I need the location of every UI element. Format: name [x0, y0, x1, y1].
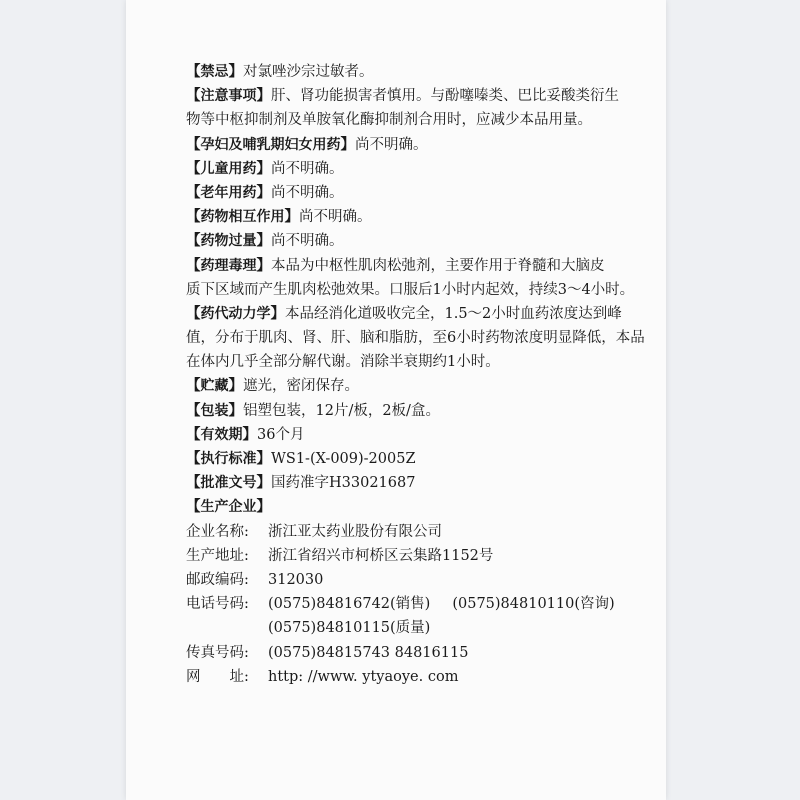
section-pharmacology: 【药理毒理】本品为中枢性肌肉松弛剂，主要作用于脊髓和大脑皮	[186, 257, 605, 274]
section-geriatric: 【老年用药】尚不明确。	[186, 184, 344, 201]
company-name-key: 企业名称:	[186, 523, 249, 540]
section-precautions: 【注意事项】肝、肾功能损害者慎用。与酚噻嗪类、巴比妥酸类衍生	[186, 88, 619, 105]
text-interactions: 尚不明确。	[299, 209, 372, 226]
label-geriatric: 老年用药	[200, 184, 257, 201]
company-address-key: 生产地址:	[186, 547, 249, 564]
label-packaging: 包装	[200, 402, 229, 419]
company-zip-value: 312030	[268, 571, 324, 588]
section-pediatric: 【儿童用药】尚不明确。	[186, 160, 344, 177]
section-standard: 【执行标准】WS1-(X-009)-2005Z	[186, 451, 416, 467]
label-interactions: 药物相互作用	[200, 209, 285, 226]
company-name-row	[186, 520, 626, 544]
section-manufacturer: 【生产企业】	[186, 499, 271, 516]
company-address-value: 浙江省绍兴市柯桥区云集路1152号	[268, 547, 494, 564]
leaflet-content	[186, 60, 645, 689]
text-precautions: 肝、肾功能损害者慎用。与酚噻嗪类、巴比妥酸类衍生	[271, 88, 619, 105]
text-precautions-cont: 物等中枢抑制剂及单胺氧化酶抑制剂合用时，应减少本品用量。	[186, 112, 592, 129]
company-tel-row-2	[186, 616, 626, 640]
label-pharmacology: 药理毒理	[200, 257, 257, 274]
label-precautions: 注意事项	[200, 88, 257, 105]
company-tel-value-1: (0575)84816742(销售)	[268, 596, 431, 613]
label-shelf-life: 有效期	[200, 426, 243, 443]
section-packaging: 【包装】铝塑包装，12片/板，2板/盒。	[186, 402, 440, 419]
section-contraindications: 【禁忌】对氯唑沙宗过敏者。	[186, 64, 374, 80]
section-storage: 【贮藏】遮光，密闭保存。	[186, 378, 359, 395]
section-approval: 【批准文号】国药准字H33021687	[186, 475, 416, 492]
label-pharmacokinetics: 药代动力学	[200, 305, 271, 322]
company-zip-row	[186, 568, 626, 592]
company-fax-value: (0575)84815743 84816115	[268, 644, 469, 661]
company-web-value: http: //www. ytyaoye. com	[268, 668, 459, 685]
text-pharmacokinetics-cont2: 在体内几乎全部分解代谢。消除半衰期约1小时。	[186, 354, 500, 371]
label-pediatric: 儿童用药	[200, 160, 257, 177]
company-tel-row	[186, 592, 626, 616]
text-shelf-life: 36个月	[257, 426, 305, 443]
text-geriatric: 尚不明确。	[271, 184, 344, 201]
company-fax-row	[186, 641, 626, 665]
label-contraindications: 禁忌	[200, 64, 229, 80]
text-pregnancy: 尚不明确。	[355, 136, 428, 153]
text-storage: 遮光，密闭保存。	[243, 378, 359, 395]
company-tel-value-2: (0575)84810110(咨询)	[452, 596, 615, 613]
text-contraindications: 对氯唑沙宗过敏者。	[243, 64, 374, 80]
text-pediatric: 尚不明确。	[271, 160, 344, 177]
company-tel-key: 电话号码:	[186, 596, 249, 613]
company-web-row	[186, 665, 626, 689]
label-manufacturer: 生产企业	[200, 499, 257, 516]
text-pharmacology-cont: 质下区域而产生肌肉松弛效果。口服后1小时内起效，持续3～4小时。	[186, 281, 635, 298]
section-overdose: 【药物过量】尚不明确。	[186, 233, 344, 250]
section-shelf-life: 【有效期】36个月	[186, 426, 305, 443]
label-overdose: 药物过量	[200, 233, 257, 250]
text-pharmacokinetics-cont: 值，分布于肌肉、肾、肝、脑和脂肪，至6小时药物浓度明显降低，本品	[186, 330, 645, 347]
section-pregnancy: 【孕妇及哺乳期妇女用药】尚不明确。	[186, 136, 428, 153]
section-pharmacokinetics: 【药代动力学】本品经消化道吸收完全，1.5～2小时血药浓度达到峰	[186, 305, 622, 322]
text-overdose: 尚不明确。	[271, 233, 344, 250]
text-standard: WS1-(X-009)-2005Z	[271, 451, 416, 467]
label-pregnancy: 孕妇及哺乳期妇女用药	[200, 136, 341, 153]
company-fax-key: 传真号码:	[186, 644, 249, 661]
section-interactions: 【药物相互作用】尚不明确。	[186, 209, 372, 226]
text-approval: 国药准字H33021687	[271, 475, 416, 492]
company-tel-value-3: (0575)84810115(质量)	[268, 620, 431, 637]
company-zip-key: 邮政编码:	[186, 571, 249, 588]
text-packaging: 铝塑包装，12片/板，2板/盒。	[243, 402, 440, 419]
label-approval: 批准文号	[200, 475, 257, 492]
company-web-key: 网 址:	[186, 668, 249, 685]
label-storage: 贮藏	[200, 378, 229, 395]
company-address-row	[186, 544, 626, 568]
text-pharmacokinetics: 本品经消化道吸收完全，1.5～2小时血药浓度达到峰	[285, 305, 622, 322]
company-name-value: 浙江亚太药业股份有限公司	[268, 523, 442, 540]
text-pharmacology: 本品为中枢性肌肉松弛剂，主要作用于脊髓和大脑皮	[271, 257, 605, 274]
label-standard: 执行标准	[200, 451, 257, 467]
